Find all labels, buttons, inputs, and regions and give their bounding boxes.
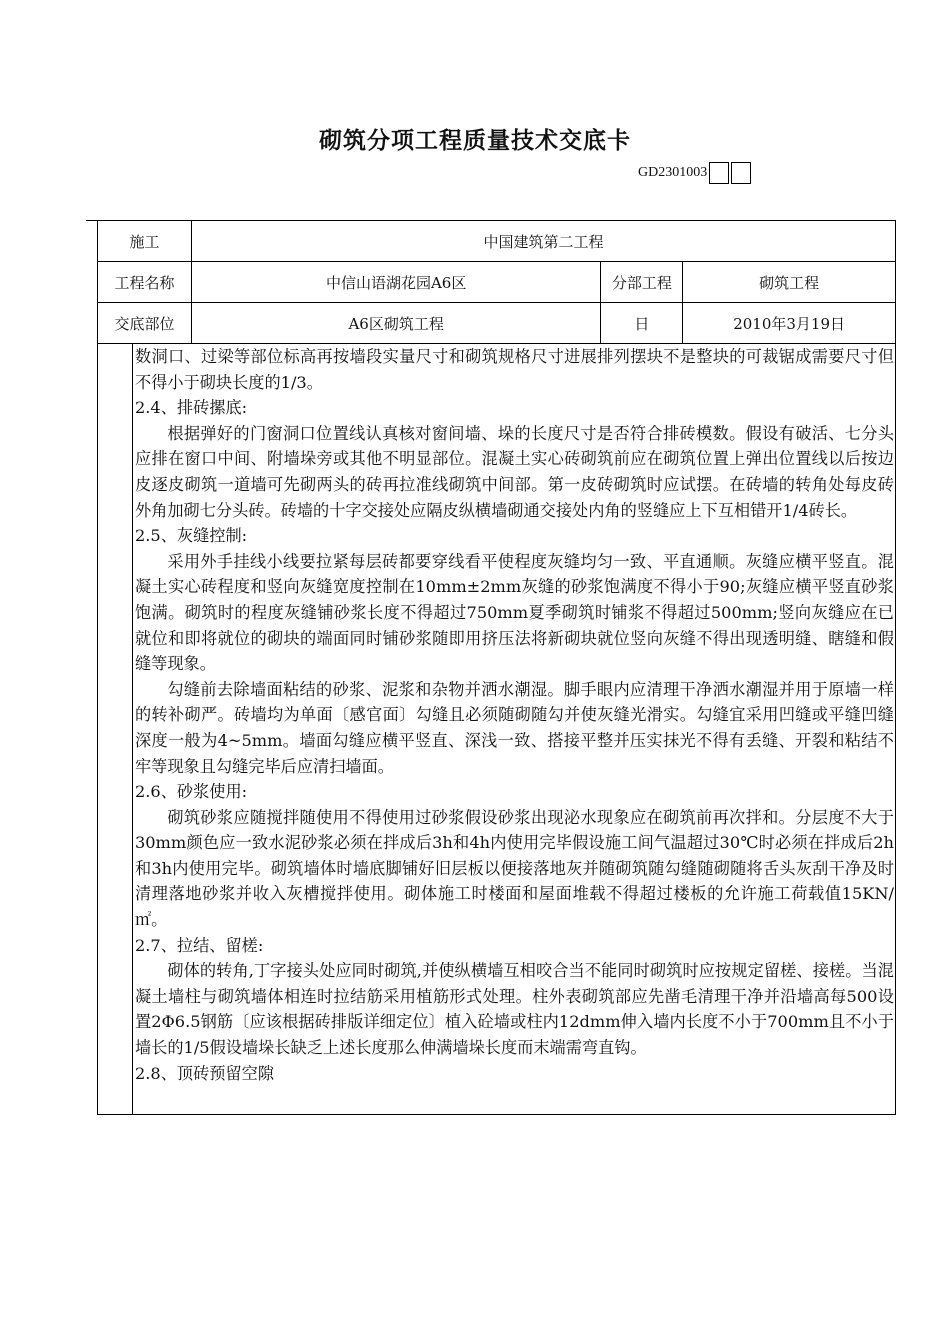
document-code-row <box>638 160 751 186</box>
code-checkbox-1[interactable] <box>709 162 729 184</box>
document-title: 砌筑分项工程质量技术交底卡 <box>319 127 631 154</box>
disclosure-table <box>97 220 896 1115</box>
section-heading: 2.7、拉结、留槎: <box>134 935 264 955</box>
construction-value: 中国建筑第二工程 <box>192 221 896 261</box>
content-paragraph: 根据弹好的门窗洞口位置线认真核对窗间墙、垛的长度尺寸是否符合排砖模数。假设有破活、七分头应排在窗口中间、附墙垛旁或其他不明显部位。混凝土实心砖砌筑前应在砌筑位置上弹出位置线以后按边皮逐皮砌筑一道墙可先砌两头的砖再拉准线砌筑中间部。第一皮砖砌筑时应试摆。在砖墙的转角处每皮砖外角加砌七分头砖。砖墙的十字交接处应隔皮纵横墙砌通交接处内角的竖缝应上下互相错开1/4砖长。 <box>134 423 894 520</box>
table-row-project <box>98 262 896 303</box>
content-paragraph: 砌筑砂浆应随搅拌随使用不得使用过砂浆假设砂浆出现泌水现象应在砌筑前再次拌和。分层度不大于30mm颜色应一致水泥砂浆必须在拌成后3h和4h内使用完毕假设施工间气温超过30℃时必须在拌成后2h和3h内使用完毕。砌筑墙体时墙底脚铺好旧层板以便接落地灰并随砌筑随勾缝随砌随将舌头灰刮干净及时清理落地砂浆并收入灰槽搅拌使用。砌体施工时楼面和屋面堆载不得超过楼板的允许施工荷载值15KN/㎡。 <box>134 807 894 930</box>
section-heading: 2.8、顶砖预留空隙 <box>134 1063 275 1083</box>
sub-project-value: 砌筑工程 <box>683 262 896 302</box>
construction-label: 施工 <box>98 221 192 261</box>
section-heading: 2.4、排砖摞底: <box>134 398 248 418</box>
content-paragraph: 砌体的转角,丁字接头处应同时砌筑,并使纵横墙互相咬合当不能同时砌筑时应按规定留槎、接槎。当混凝土墙柱与砌筑墙体相连时拉结筋采用植筋形式处理。柱外表砌筑部应先凿毛清理干净并沿墙高每500设置2Φ6.5钢筋〔应该根据砖排版详细定位〕植入砼墙或柱内12dmm伸入墙内长度不小于700mm且不小于墙长的1/5假设墙垛长缺乏上述长度那么伸满墙垛长度而末端需弯直钩。 <box>134 961 894 1058</box>
content-left-column <box>98 344 133 1114</box>
date-value: 2010年3月19日 <box>683 303 896 343</box>
table-row-construction <box>98 221 896 262</box>
content-paragraph: 采用外手挂线小线要拉紧每层砖都要穿线看平使程度灰缝均匀一致、平直通顺。灰缝应横平竖直。混凝土实心砖程度和竖向灰缝宽度控制在10mm±2mm灰缝的砂浆饱满度不得小于90;灰缝应横平竖直砂浆饱满。砌筑时的程度灰缝铺砂浆长度不得超过750mm夏季砌筑时铺浆不得超过500mm;竖向灰缝应在已就位和即将就位的砌块的端面同时铺砂浆随即用挤压法将新砌块就位竖向灰缝不得出现透明缝、瞎缝和假缝等现象。 <box>134 551 894 674</box>
table-row-content <box>98 344 896 1115</box>
sub-project-label: 分部工程 <box>601 262 683 302</box>
document-code: GD2301003 <box>638 165 708 180</box>
location-value: A6区砌筑工程 <box>192 303 601 343</box>
project-name-label: 工程名称 <box>98 262 192 302</box>
disclosure-content <box>133 344 896 1114</box>
content-text: 数洞口、过梁等部位标高再按墙段实量尺寸和砌筑规格尺寸进展排列摆块不是整块的可裁锯成需要尺寸但不得小于砌块长度的1/3。 <box>134 347 894 392</box>
location-label: 交底部位 <box>98 303 192 343</box>
project-name-value: 中信山语湖花园A6区 <box>192 262 601 302</box>
section-heading: 2.5、灰缝控制: <box>134 526 248 546</box>
section-heading: 2.6、砂浆使用: <box>134 782 248 802</box>
content-paragraph: 勾缝前去除墙面粘结的砂浆、泥浆和杂物并洒水潮湿。脚手眼内应清理干净洒水潮湿并用于原墙一样的转补砌严。砖墙均为单面〔感官面〕勾缝且必须随砌随勾并使灰缝光滑实。勾缝宜采用凹缝或平缝凹缝深度一般为4~5mm。墙面勾缝应横平竖直、深浅一致、搭接平整并压实抹光不得有丢缝、开裂和粘结不牢等现象且勾缝完毕后应清扫墙面。 <box>134 679 894 776</box>
date-label: 日 <box>601 303 683 343</box>
code-checkbox-2[interactable] <box>731 162 751 184</box>
table-row-location <box>98 303 896 344</box>
